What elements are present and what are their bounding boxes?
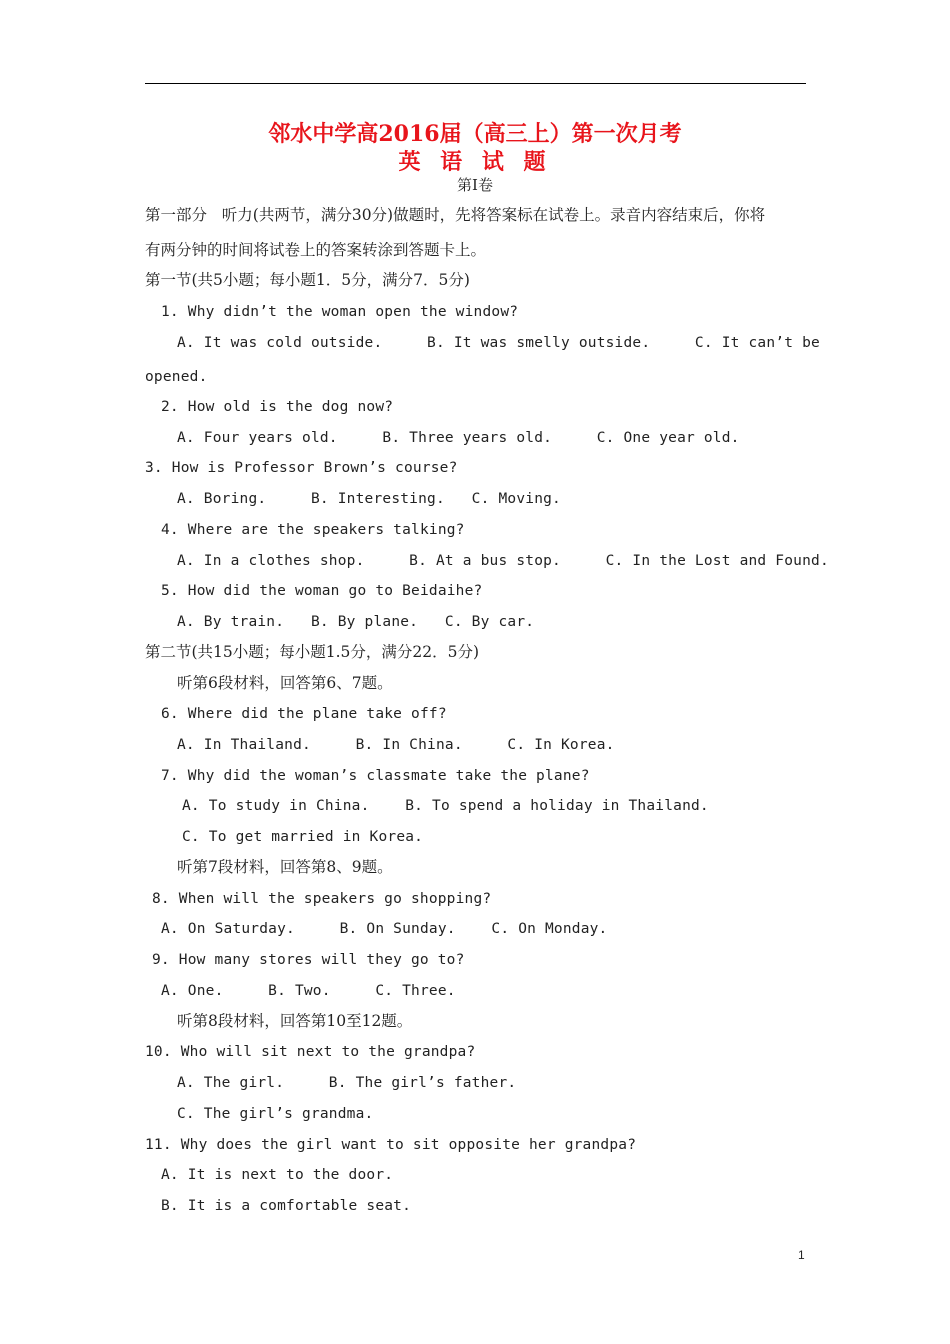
section-two-heading: 第二节(共15小题；每小题1.5分，满分22．5分) [145, 643, 480, 661]
question-11-option-a: A. It is next to the door. [161, 1167, 394, 1183]
question-10: 10. Who will sit next to the grandpa? [145, 1044, 476, 1060]
question-4-options: A. In a clothes shop. B. At a bus stop. C. In the Lost and Found. [177, 553, 829, 569]
question-2: 2. How old is the dog now? [161, 399, 394, 415]
exam-subtitle: 英 语 试 题 [398, 149, 552, 175]
question-10-options: A. The girl. B. The girl’s father. [177, 1075, 517, 1091]
volume-label: 第I卷 [457, 176, 493, 194]
question-6: 6. Where did the plane take off? [161, 706, 447, 722]
question-9: 9. How many stores will they go to? [152, 952, 465, 968]
question-2-options: A. Four years old. B. Three years old. C. One year old. [177, 430, 740, 446]
question-9-options: A. One. B. Two. C. Three. [161, 983, 456, 999]
passage-7-instruction: 听第7段材料，回答第8、9题。 [177, 858, 393, 876]
section-one-heading: 第一节(共5小题；每小题1．5分，满分7．5分) [145, 271, 470, 289]
question-7: 7. Why did the woman’s classmate take the plane? [161, 768, 590, 784]
question-8-options: A. On Saturday. B. On Sunday. C. On Monday. [161, 921, 608, 937]
question-5-options: A. By train. B. By plane. C. By car. [177, 614, 535, 630]
question-11-option-b: B. It is a comfortable seat. [161, 1198, 412, 1214]
question-5: 5. How did the woman go to Beidaihe? [161, 583, 483, 599]
question-8: 8. When will the speakers go shopping? [152, 891, 492, 907]
question-1-options: A. It was cold outside. B. It was smelly outside. C. It can’t be [177, 335, 820, 351]
passage-6-instruction: 听第6段材料，回答第6、7题。 [177, 674, 393, 692]
question-3: 3. How is Professor Brown’s course? [145, 460, 458, 476]
part-one-instruction: 第一部分 听力(共两节，满分30分)做题时，先将答案标在试卷上。录音内容结束后，你将 [145, 206, 766, 224]
question-6-options: A. In Thailand. B. In China. C. In Korea. [177, 737, 615, 753]
header-rule [145, 83, 806, 84]
page-number: 1 [798, 1248, 805, 1262]
passage-8-instruction: 听第8段材料，回答第10至12题。 [177, 1012, 413, 1030]
question-1-options-cont: opened. [145, 369, 208, 385]
question-4: 4. Where are the speakers talking? [161, 522, 465, 538]
exam-title: 邻水中学高2016届（高三上）第一次月考 [268, 121, 682, 147]
question-7-options: A. To study in China. B. To spend a holiday in Thailand. [182, 798, 709, 814]
question-7-options-cont: C. To get married in Korea. [182, 829, 424, 845]
question-3-options: A. Boring. B. Interesting. C. Moving. [177, 491, 561, 507]
question-11: 11. Why does the girl want to sit opposite her grandpa? [145, 1137, 637, 1153]
question-1: 1. Why didn’t the woman open the window? [161, 304, 519, 320]
question-10-options-cont: C. The girl’s grandma. [177, 1106, 374, 1122]
part-one-instruction-cont: 有两分钟的时间将试卷上的答案转涂到答题卡上。 [145, 241, 487, 259]
